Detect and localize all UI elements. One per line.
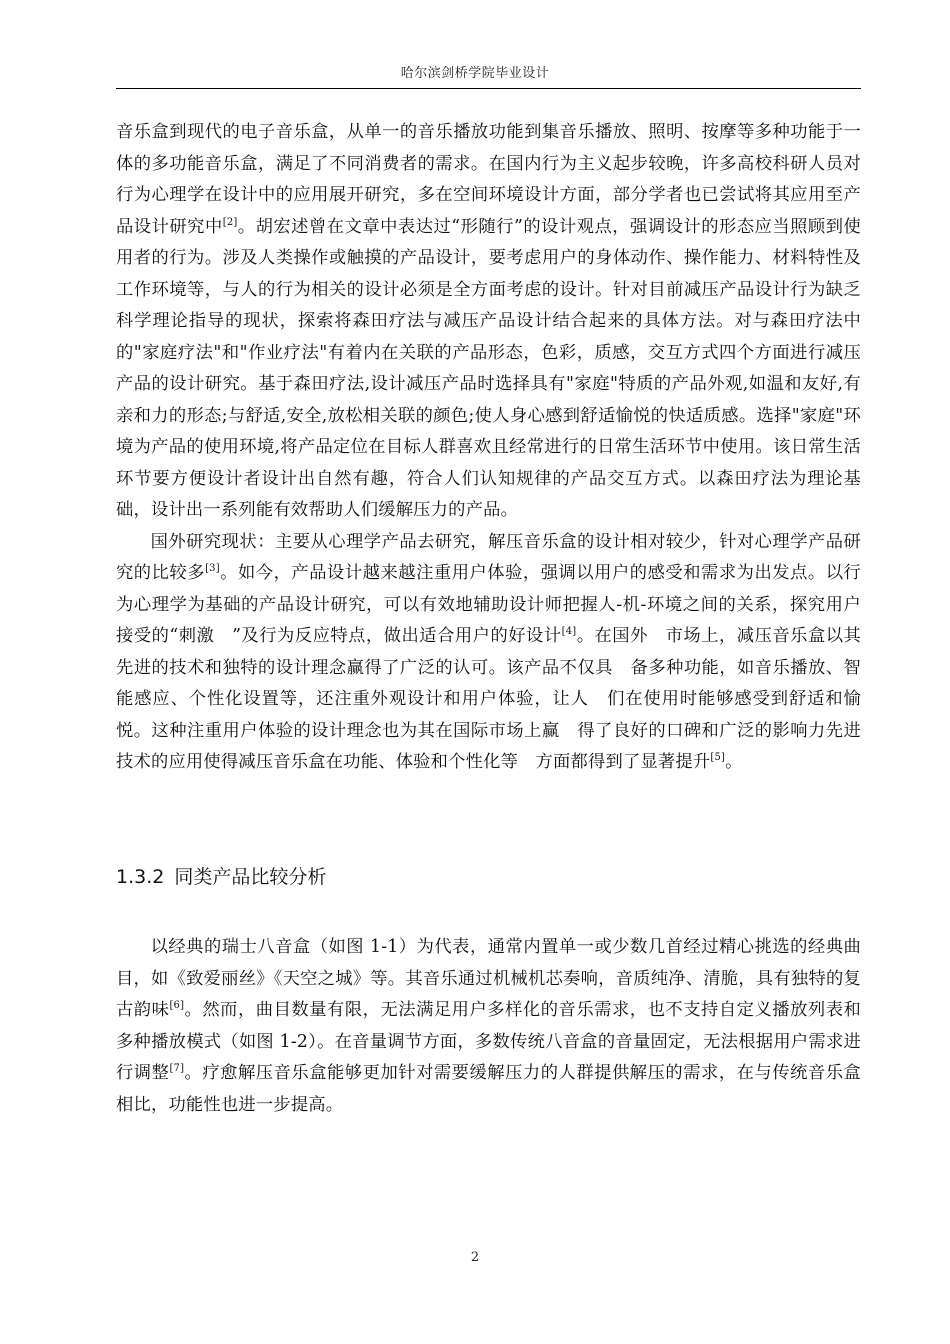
citation-7: [7] — [169, 1063, 185, 1075]
body-text-block-1 — [116, 117, 861, 779]
section-number: 1.3.2 — [116, 866, 165, 888]
header-divider — [116, 88, 861, 89]
citation-6: [6] — [169, 1000, 185, 1012]
citation-2: [2] — [222, 216, 238, 228]
page-number: 2 — [470, 1250, 480, 1265]
page-header: 哈尔滨剑桥学院毕业设计 — [400, 66, 550, 81]
citation-4: [4] — [561, 626, 577, 638]
section-title: 同类产品比较分析 — [174, 866, 327, 888]
paragraph-2: 国外研究现状：主要从心理学产品去研究，解压音乐盒的设计相对较少，针对心理学产品研究的比较多[3]。如今，产品设计越来越注重用户体验，强调以用户的感受和需求为出发点。以行为心理学为基础的产品设计研究，可以有效地辅助设计师把握人-机-环境之间的关系，探究用户接受的“刺激 ”及行为反应特点，做出适合用户的好设计[4]。在国外 市场上，减压音乐盒以其先进的技术和独特的设计理念赢得了广泛的认可。该产品不仅具 备多种功能，如音乐播放、智能感应、个性化设置等，还注重外观设计和用户体验，让人 们在使用时能够感受到舒适和愉悦。这种注重用户体验的设计理念也为其在国际市场上赢 得了良好的口碑和广泛的影响力先进技术的应用使得减压音乐盒在功能、体验和个性化等 方面都得到了显著提升[5]。 — [116, 531, 862, 772]
paragraph-3: 以经典的瑞士八音盒（如图 1-1）为代表，通常内置单一或少数几首经过精心挑选的经典曲目，如《致爱丽丝》《天空之城》等。其音乐通过机械机芯奏响，音质纯净、清脆，具有独特的复古韵味[6]。然而，曲目数量有限，无法满足用户多样化的音乐需求，也不支持自定义播放列表和多种播放模式（如图 1-2）。在音量调节方面，多数传统八音盒的音量固定，无法根据用户需求进行调整[7]。疗愈解压音乐盒能够更加针对需要缓解压力的人群提供解压的需求，在与传统音乐盒相比，功能性也进一步提高。 — [116, 937, 861, 1115]
section-heading — [116, 862, 326, 889]
body-text-block-2 — [116, 932, 861, 1121]
paragraph-1: 音乐盒到现代的电子音乐盒，从单一的音乐播放功能到集音乐播放、照明、按摩等多种功能于一体的多功能音乐盒，满足了不同消费者的需求。在国内行为主义起步较晚，许多高校科研人员对行为心理学在设计中的应用展开研究，多在空间环境设计方面，部分学者也已尝试将其应用至产品设计研究中[2]。胡宏述曾在文章中表达过“形随行”的设计观点，强调设计的形态应当照顾到使用者的行为。涉及人类操作或触摸的产品设计，要考虑用户的身体动作、操作能力、材料特性及工作环境等，与人的行为相关的设计必须是全方面考虑的设计。针对目前减压产品设计行为缺乏科学理论指导的现状，探索将森田疗法与减压产品设计结合起来的具体方法。对与森田疗法中的"家庭疗法"和"作业疗法"有着内在关联的产品形态，色彩，质感，交互方式四个方面进行减压产品的设计研究。基于森田疗法,设计减压产品时选择具有"家庭"特质的产品外观,如温和友好,有亲和力的形态;与舒适,安全,放松相关联的颜色;使人身心感到舒适愉悦的快适质感。选择"家庭"环境为产品的使用环境,将产品定位在目标人群喜欢且经常进行的日常生活环节中使用。该日常生活环节要方便设计者设计出自然有趣，符合人们认知规律的产品交互方式。以森田疗法为理论基础，设计出一系列能有效帮助人们缓解压力的产品。 — [116, 122, 861, 520]
citation-3: [3] — [205, 563, 220, 575]
citation-5: [5] — [710, 752, 726, 764]
